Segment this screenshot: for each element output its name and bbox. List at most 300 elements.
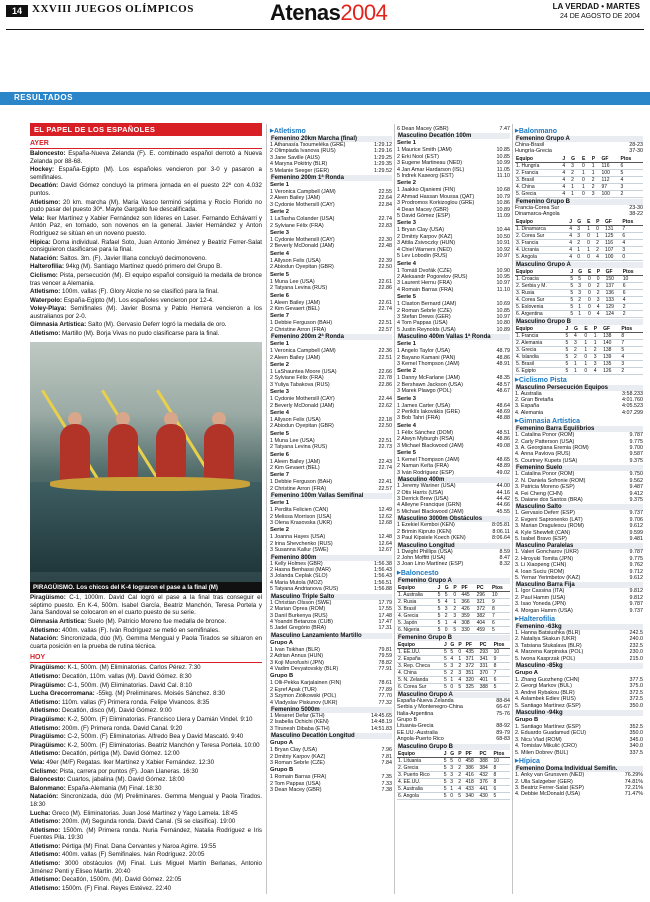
standings-cell: 8: [493, 771, 510, 778]
standings-cell: 135: [602, 360, 620, 367]
athlete-name: 3. A. Georgiana Eremia (ROM): [515, 445, 589, 452]
athlete-name: 4. Morgan Hamm (USA): [515, 607, 573, 614]
athlete-name: Italia-Argentina: [397, 710, 434, 717]
roundup-text: España-Nueva Zelanda (F). E. combinado español derrotó a Nueva Zelanda por 88-68.: [30, 150, 262, 165]
event-heading: Masculino Salto: [515, 504, 643, 510]
result-value: 9.787: [629, 432, 643, 439]
athlete-name: 4. Alemania: [515, 409, 544, 416]
athlete-name: 4. Marzena Karpinska (POL): [515, 649, 584, 656]
standings-cell: 0: [621, 253, 643, 260]
standings-cell: 2: [576, 239, 586, 246]
result-value: 74.81%: [624, 778, 643, 785]
athlete-name: 3 Roman Šebrle (CZE): [270, 760, 325, 766]
athlete-name: 3. España: [515, 403, 540, 410]
athlete-name: 1 Allyson Felix (USA): [270, 257, 321, 264]
athlete-name: 2 Sylviane Félix (FRA): [270, 375, 324, 382]
roundup-item: [30, 627, 262, 635]
standings-cell: 2: [622, 310, 643, 317]
roundup-item: [30, 682, 262, 690]
result-value: 350.0: [629, 702, 643, 709]
result-value: 17.47: [378, 618, 392, 625]
standings-cell: 5: [443, 757, 449, 764]
athlete-name: 2 Brimin Kipruto (KEN): [397, 528, 452, 535]
standings-cell: 1: [581, 183, 591, 190]
standings-cell: 1: [457, 655, 464, 662]
result-value: 22.41: [378, 479, 392, 486]
result-value: 22.84: [378, 201, 392, 208]
event-heading: Masculino Lanzamiento Martillo: [270, 633, 392, 639]
standings-cell: 100: [604, 253, 621, 260]
event-heading: Masculino Barra Fija: [515, 582, 643, 588]
event-heading: Masculino 400m: [397, 477, 510, 483]
result-value: 12.64: [378, 540, 392, 547]
result-value: 48.86: [496, 436, 510, 443]
result-value: 9.750: [629, 471, 643, 478]
roundup-sport: Lucha:: [30, 809, 51, 817]
standings-cell: 5: [437, 612, 444, 619]
results-column-3: [515, 126, 643, 798]
standings-header-cell: G: [577, 269, 587, 276]
result-value: 23-30: [629, 204, 643, 211]
standings-row: [515, 303, 643, 310]
standings-cell: 5: [565, 346, 573, 353]
roundup-text: Doma individual. Rafael Soto, Juan Antonio Jiménez y Beatriz Ferrer-Salat consiguieron clasificarse para la final.: [30, 238, 262, 254]
result-value: 22.86: [378, 285, 392, 292]
column-divider: [512, 124, 513, 894]
standings-row: [397, 757, 510, 764]
roundup-sport: Atletismo:: [30, 842, 61, 850]
roundup-sport: Hípica:: [30, 238, 51, 246]
standings-cell: 3: [577, 282, 587, 289]
standings-cell: 2: [593, 346, 602, 353]
athlete-name: 4 Tom Pappas (USA): [397, 320, 448, 327]
athlete-name: 4 Alleyne Francique (GRN): [397, 502, 462, 509]
athlete-name: 3. Patricia Moreno (ESP): [515, 484, 575, 491]
roundup-sport: Natación:: [30, 635, 59, 643]
result-value: 10.85: [496, 153, 510, 160]
standings-cell: 10: [493, 648, 510, 655]
result-value: 48.86: [496, 354, 510, 361]
result-value: 8.47: [499, 554, 510, 561]
standings-header-cell: PC: [479, 642, 493, 649]
standings-cell: 4. China: [397, 669, 443, 676]
result-value: 1:29.35: [374, 161, 392, 168]
athlete-name: 2. Evgeni Sapronenko (LAT): [515, 516, 583, 523]
standings-row: [397, 785, 510, 792]
athlete-name: 4. Aslambek Ediev (RUS): [515, 696, 576, 703]
result-value: 7.35: [381, 774, 392, 781]
standings-row: [397, 591, 510, 598]
athlete-name: 3. Marian Dragulescu (ROM): [515, 523, 584, 530]
athlete-name: 1 LaTasha Colander (USA): [270, 216, 335, 223]
athlete-name: 1 Muna Lee (USA): [270, 437, 315, 444]
standings-cell: 5: [565, 360, 573, 367]
roundup-item: [30, 288, 262, 296]
standings-cell: 5: [437, 626, 444, 633]
standings-cell: 124: [605, 310, 622, 317]
heat-heading: Serie 4: [397, 422, 417, 429]
result-value: 10.97: [496, 253, 510, 260]
standings-cell: 359: [460, 612, 475, 619]
heat-heading: Serie 2: [270, 361, 290, 368]
standings-header: [397, 642, 510, 649]
standings-cell: 3: [591, 190, 601, 197]
roundup-text: Iker Martínez y Xabier Fernández son líderes en Laser. Fernando Echávarri y Antón Paz, en tornado, son novenos en la general. Javier Hernández y Anton Rodríguez se sitúan en un noveno puesto.: [30, 214, 262, 237]
result-row: [270, 306, 392, 312]
standings-cell: 3. Rusia: [515, 289, 569, 296]
standings-cell: 3: [449, 662, 457, 669]
roundup-text: España-Alemania (M) Final. 18:30: [67, 784, 162, 792]
athlete-name: 2 John Moffitt (USA): [397, 554, 446, 561]
athlete-name: 1. Anky van Grunsven (NED): [515, 772, 585, 779]
roundup-item: [30, 768, 262, 776]
standings-cell: 5. Eslovenia: [515, 303, 569, 310]
roundup-text: 400m. vallas (F). Iván Rodríguez se metió en semifinales.: [62, 626, 220, 634]
athlete-name: 3 Attila Zsivoczky (HUN): [397, 240, 456, 247]
athlete-name: 4. Fei Cheng (CHN): [515, 490, 563, 497]
athlete-name: 3 Jolanda Ceplak (SLO): [270, 573, 328, 580]
result-value: 22.50: [378, 264, 392, 271]
athlete-name: 5. Santiago Martínez (ESP): [515, 702, 581, 709]
result-row: [515, 750, 643, 756]
standings-cell: 5: [491, 626, 510, 633]
athlete-name: 5 Tatyana Andrianova (RUS): [270, 586, 339, 593]
result-value: 88-84: [496, 697, 510, 704]
standings-row: [515, 353, 643, 360]
athlete-name: 4 Vladyslav Piskunov (UKR): [270, 699, 338, 706]
standings-cell: 418: [464, 778, 478, 785]
roundup-item: [30, 843, 262, 851]
standings-cell: 5: [443, 778, 449, 785]
result-value: 232.5: [629, 642, 643, 649]
standings-row: [515, 232, 643, 239]
heat-heading: Serie 3: [397, 395, 417, 402]
standings-header-cell: E: [587, 269, 596, 276]
standings-cell: 430: [478, 792, 492, 799]
standings-cell: 5: [565, 353, 573, 360]
roundup-sport: Piragüismo:: [30, 664, 66, 672]
result-value: 3:58.233: [622, 390, 643, 397]
athlete-name: 2 Olimpiada Ivanova (RUS): [270, 148, 336, 155]
roundup-sport: Natación:: [30, 254, 59, 262]
standings-cell: 4: [452, 619, 460, 626]
ayer-list: [30, 150, 262, 338]
roundup-sport: Baloncesto:: [30, 776, 66, 784]
standings-header-cell: P: [596, 269, 605, 276]
standings-header-cell: Ptos: [619, 156, 643, 163]
standings-cell: 0: [452, 591, 460, 598]
athlete-name: 5 Indrek Kaseorg (EST): [397, 173, 454, 180]
standings-cell: 7: [493, 669, 510, 676]
athlete-name: Dinamarca-Angola: [515, 211, 560, 218]
standings-cell: 3: [577, 289, 587, 296]
standings-cell: 2: [457, 662, 464, 669]
standings-cell: 1: [581, 169, 591, 176]
standings-cell: 3: [576, 225, 586, 232]
athlete-name: 1 Joanna Hayes (USA): [270, 534, 326, 541]
roundup-sport: Piragüismo:: [30, 681, 66, 689]
standings-cell: 2: [452, 605, 460, 612]
athlete-name: 2. Hiroyuki Tomita (JPN): [515, 555, 574, 562]
athlete-name: 1 Muna Lee (USA): [270, 278, 315, 285]
standings-cell: 5: [443, 648, 449, 655]
result-row: [515, 211, 643, 217]
event-heading: Femenino Grupo B: [397, 635, 510, 641]
standings-cell: 1: [586, 246, 595, 253]
result-row: [397, 509, 510, 515]
athlete-name: 2 Tatyana Levina (RUS): [270, 444, 328, 451]
roundup-sport: Atletismo:: [30, 698, 61, 706]
athlete-name: 4 Dean Macey (GBR): [397, 206, 449, 213]
result-value: 22.48: [378, 243, 392, 250]
photo-water: [30, 482, 262, 572]
standings-row: [515, 346, 643, 353]
athlete-name: 2. Ulla Salzgeber (GER): [515, 778, 573, 785]
result-value: 22.51: [378, 320, 392, 327]
athlete-name: 3. Andrei Rybakou (BLR): [515, 689, 575, 696]
result-value: 22.36: [378, 348, 392, 355]
standings-cell: 325: [465, 683, 479, 690]
event-heading: Masculino Grupo A: [397, 692, 510, 698]
athlete-name: 1 Ivan Tsikhan (BLR): [270, 646, 320, 653]
roundup-text: 400m. vallas (F) Semifinales. Iván Rodríguez. 20:05: [62, 851, 205, 859]
standings-cell: 150: [605, 275, 622, 282]
result-value: 7.33: [381, 780, 392, 787]
standings-cell: 9: [491, 598, 510, 605]
athlete-name: 2 Bershawn Jackson (USA): [397, 381, 463, 388]
result-value: 12.49: [378, 507, 392, 514]
standings-row: [515, 296, 643, 303]
event-heading: Femenino 200m 2ª Ronda: [270, 334, 392, 340]
roundup-sport: Atletismo:: [30, 876, 61, 884]
result-row: [270, 264, 392, 270]
standings-cell: 5: [457, 683, 464, 690]
athlete-name: 1 Cydonie Mothersill (CAY): [270, 237, 335, 244]
roundup-item: [30, 885, 262, 893]
result-value: 22.78: [378, 375, 392, 382]
standings-cell: 138: [602, 346, 620, 353]
standings-cell: 1: [449, 676, 457, 683]
result-value: 68-83: [496, 736, 510, 743]
result-row: [270, 700, 392, 706]
athlete-name: 4 Yoandri Betanzos (CUB): [270, 618, 333, 625]
result-value: 71.47%: [624, 791, 643, 798]
roundup-sport: Atletismo:: [30, 330, 61, 338]
roundup-text: Sincronizada, dúo (M). Gemma Mengual y Paola Tirados se situaron en cuarta posición en la prueba de rutina técnica.: [30, 635, 262, 650]
standings-cell: 1: [595, 232, 604, 239]
roundup-item: [30, 199, 262, 214]
result-value: 7.38: [381, 787, 392, 794]
result-value: 215.0: [629, 655, 643, 662]
roundup-item: [30, 321, 262, 329]
standings-cell: 5: [443, 669, 449, 676]
standings-row: [515, 253, 643, 260]
masthead: [0, 0, 650, 30]
athlete-name: 3 Michael Blackwood (JAM): [397, 442, 464, 449]
standings-cell: 5: [569, 275, 577, 282]
athlete-name: 4 Maryna Pokitriy (BLR): [270, 161, 328, 168]
result-value: 8:05.81: [492, 522, 510, 529]
athlete-name: 1 Kemel Thompson (JAM): [397, 457, 460, 464]
standings-table: [397, 642, 510, 691]
athlete-name: 4. Anna Pavlova (RUS): [515, 451, 571, 458]
event-heading: Masculino 400m Vallas 1ª Ronda: [397, 334, 510, 340]
standings-cell: 1: [452, 598, 460, 605]
athlete-name: 3 Prodromos Korkizoglou (GRE): [397, 200, 475, 207]
result-value: 345.0: [629, 736, 643, 743]
result-value: 242.5: [629, 630, 643, 636]
roundup-item: [30, 860, 262, 875]
roundup-text: Decatlón, pértiga (M). David Gómez. 12:00: [62, 750, 180, 758]
result-value: 66-67: [496, 704, 510, 711]
roundup-sport: Atletismo:: [30, 626, 61, 634]
standings-cell: 2. España: [397, 655, 443, 662]
standings-cell: 5. Japón: [397, 619, 437, 626]
result-value: 22.51: [378, 354, 392, 361]
athlete-name: 1 Veronica Campbell (JAM): [270, 348, 336, 355]
athlete-name: 5 Justin Reynolds (USA): [397, 326, 456, 333]
roundup-text: Pértiga (M) Final. Dana Cervantes y Naroa Agirre. 19:55: [62, 842, 217, 850]
athlete-name: 2 Dmitriy Karpov (KAZ): [397, 233, 453, 240]
result-row: [515, 536, 643, 542]
result-value: 22.83: [378, 222, 392, 229]
event-heading: Femenino -63kg: [515, 624, 643, 630]
result-row: [397, 253, 510, 259]
standings-header-cell: P: [452, 585, 460, 592]
standings-cell: 3: [593, 360, 602, 367]
standings-header-cell: E: [586, 219, 595, 226]
result-row: [270, 465, 392, 471]
result-value: 375.0: [629, 683, 643, 690]
ayer-list-2: [30, 594, 262, 650]
standings-cell: 5. Australia: [397, 785, 443, 792]
standings-cell: 2. Rusia: [397, 598, 437, 605]
athlete-name: 2 Isabella Ochichi (KEN): [270, 719, 329, 726]
heat-heading: Serie 7: [270, 313, 290, 320]
result-value: 79.59: [378, 653, 392, 660]
athlete-name: 4. Ioan Suciu (ROM): [515, 568, 565, 575]
standings-cell: 116: [601, 162, 620, 169]
result-row: [515, 497, 643, 503]
result-value: 7.84: [381, 760, 392, 766]
result-value: 48.91: [496, 360, 510, 367]
result-value: 22.44: [378, 396, 392, 403]
standings-cell: 5: [619, 169, 643, 176]
standings-cell: 1. Lituania: [397, 757, 443, 764]
standings-cell: 1. Croacia: [515, 275, 569, 282]
standings-cell: 6. Nigeria: [397, 626, 437, 633]
result-row: [515, 148, 643, 154]
result-value: 10.44: [496, 227, 510, 234]
standings-cell: 0: [596, 275, 605, 282]
result-value: 10.85: [496, 307, 510, 314]
result-value: 9.375: [629, 457, 643, 464]
standings-cell: 1: [593, 339, 602, 346]
standings-cell: 0: [587, 282, 596, 289]
event-heading: Femenino Grupo B: [515, 199, 643, 205]
athlete-name: 2 Christine Arron (FRA): [270, 485, 327, 492]
roundup-text: C-1, 1000m. David Cal logró el pase a la final tras conseguir el séptimo puesto. En K-4, 500m. Isabel García, Beatriz Manchón, Teresa Portela y Jana Sandoval se colocaron en el cuarto puesto de su serie.: [30, 594, 262, 617]
standings-cell: 3: [596, 296, 605, 303]
roundup-sport: Vela:: [30, 758, 45, 766]
athlete-name: 3 Bob Tahri (FRA): [397, 415, 441, 422]
result-value: 10.89: [496, 206, 510, 213]
athlete-name: 2. Eduardo Guadamud (ECU): [515, 730, 587, 737]
standings-cell: 0: [586, 232, 595, 239]
result-row: [397, 327, 510, 333]
standings-cell: 445: [460, 591, 475, 598]
roundup-text: Pista, carrera por puntos (F). Joan Llaneras. 16:30: [59, 767, 199, 775]
result-value: 9.775: [629, 438, 643, 445]
standings-cell: 3. Brasil: [515, 176, 561, 183]
standings-cell: 376: [478, 778, 492, 785]
athlete-name: 2 Aleen Bailey (JAM): [270, 354, 321, 361]
standings-cell: 5: [565, 339, 573, 346]
athlete-figure: [60, 424, 90, 484]
standings-cell: 6: [621, 232, 643, 239]
standings-cell: 5: [437, 591, 444, 598]
result-value: 10.91: [496, 240, 510, 247]
standings-cell: 4: [561, 162, 570, 169]
standings-row: [397, 598, 510, 605]
athlete-name: 2 Melissa Morrison (USA): [270, 513, 332, 520]
result-value: 352.5: [629, 724, 643, 731]
result-value: 9.412: [629, 490, 643, 497]
standings-cell: 341: [479, 655, 493, 662]
roundup-item: [30, 750, 262, 758]
roundup-sport: Natación:: [30, 793, 59, 801]
result-value: 372.5: [629, 696, 643, 703]
roundup-sport: Atletismo:: [30, 818, 61, 826]
result-value: 11.09: [496, 213, 510, 220]
result-value: 22.86: [378, 381, 392, 388]
standings-cell: 6. Corea Sur: [397, 683, 443, 690]
roundup-sport: Piragüismo:: [30, 594, 66, 602]
standings-cell: 3: [619, 183, 643, 190]
result-value: 38-22: [629, 211, 643, 218]
roundup-text: Greco (M). Eliminatorias. Juan José Martínez y Yago Lamela. 18:45: [52, 809, 238, 817]
roundup-item: [30, 330, 262, 338]
standings-cell: 5: [449, 648, 457, 655]
roundup-text: C-1, 500m. (M) Eliminatorias. David Cal. 8:10: [67, 681, 192, 689]
athlete-name: 2 Eşref Apak (TUR): [270, 686, 317, 693]
result-row: [270, 486, 392, 492]
athlete-name: 3 Olena Krasovska (UKR): [270, 520, 333, 527]
page-number: 14: [6, 5, 28, 17]
standings-cell: 372: [476, 605, 491, 612]
athlete-name: 1 James Carter (USA): [397, 402, 451, 409]
standings-cell: 6: [493, 676, 510, 683]
standings-cell: 2. Grecia: [397, 764, 443, 771]
result-value: 48.67: [496, 388, 510, 395]
standings-header-cell: Equipo: [515, 326, 565, 333]
result-value: 22.18: [378, 416, 392, 423]
standings-cell: 4: [621, 239, 643, 246]
standings-header-cell: P: [591, 156, 601, 163]
standings-header-cell: P: [457, 642, 464, 649]
roundup-sport: Hockey:: [30, 166, 55, 174]
athlete-name: 3 Eugene Martineau (NED): [397, 160, 463, 167]
standings-cell: 138: [602, 332, 620, 339]
event-heading: Masculino Grupo A: [515, 262, 643, 268]
result-value: 89-79: [496, 729, 510, 736]
result-row: [397, 415, 510, 421]
athlete-name: 3. Li Xiaopeng (CHN): [515, 562, 567, 569]
sport-heading: ▶ Atletismo: [270, 128, 392, 135]
athlete-name: 2. N. Daniela Sofronie (ROM): [515, 477, 586, 484]
standings-cell: 5: [443, 785, 449, 792]
heat-heading: Serie 1: [270, 341, 290, 348]
